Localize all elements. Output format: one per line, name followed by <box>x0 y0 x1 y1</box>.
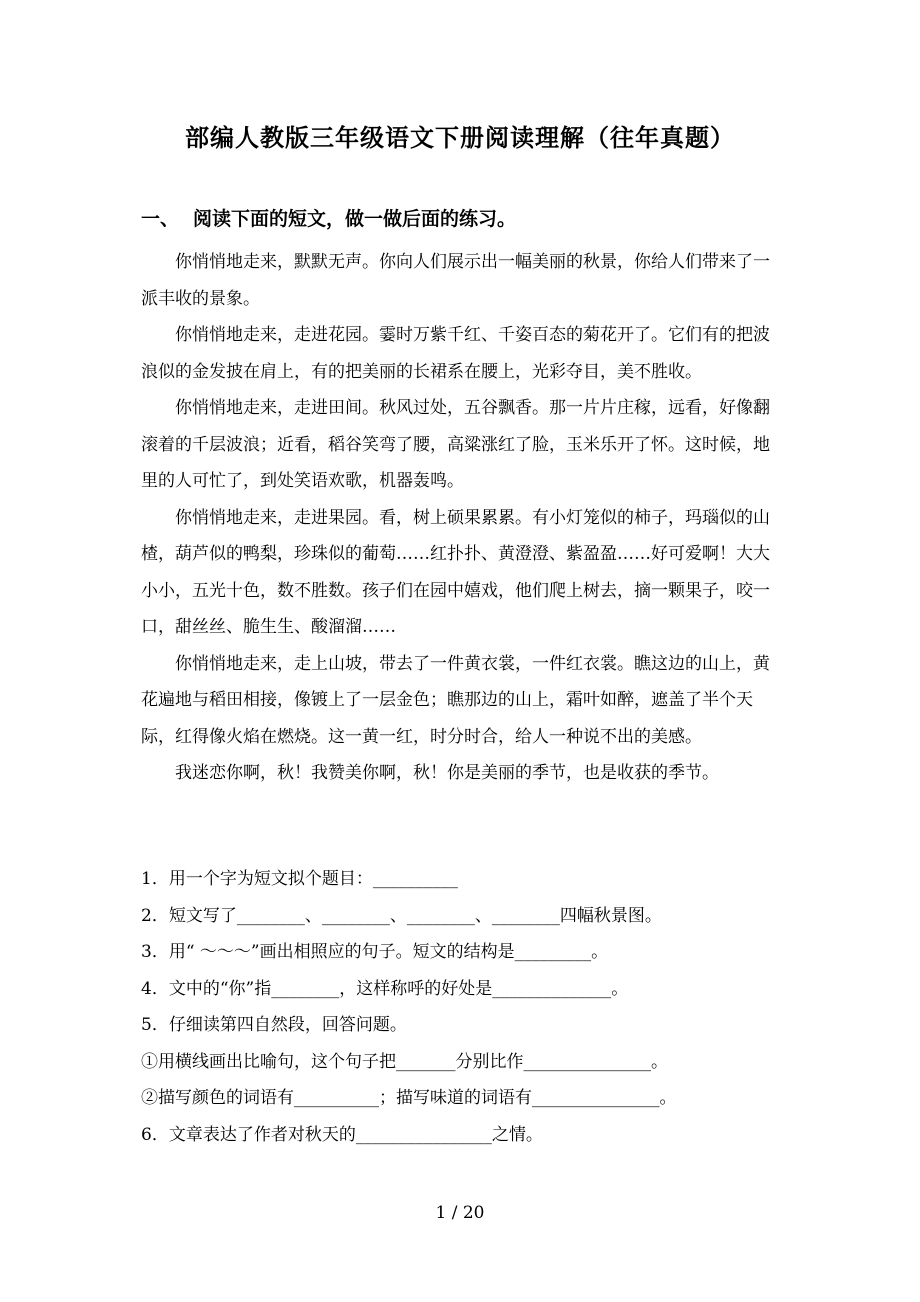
passage-paragraph: 你悄悄地走来，走进果园。看，树上硕果累累。有小灯笼似的柿子，玛瑙似的山楂，葫芦似的鸭梨，珍珠似的葡萄……红扑扑、黄澄澄、紫盈盈……好可爱啊！大大小小，五光十色，数不胜数。孩子们在园中嬉戏，他们爬上树去，摘一颗果子，咬一口，甜丝丝、脆生生、酸溜溜…… <box>141 507 770 637</box>
document-title: 部编人教版三年级语文下册阅读理解（往年真题） <box>185 123 735 152</box>
question-item: 3．用“ ～～～”画出相照应的句子。短文的结构是_________。 <box>141 942 609 962</box>
passage-paragraph: 你悄悄地走来，走进田间。秋风过处，五谷飘香。那一片片庄稼，远看，好像翻滚着的千层波浪；近看，稻谷笑弯了腰，高粱涨红了脸，玉米乐开了怀。这时候，地里的人可忙了，到处笑语欢歌，机器轰鸣。 <box>141 398 770 491</box>
passage-paragraph: 你悄悄地走来，走上山坡，带去了一件黄衣裳，一件红衣裳。瞧这边的山上，黄花遍地与稻田相接，像镀上了一层金色；瞧那边的山上，霜叶如醉，遮盖了半个天际，红得像火焰在燃烧。这一黄一红，时分时合，给人一种说不出的美感。 <box>141 653 770 747</box>
section-number: 一、 <box>141 208 180 230</box>
question-item: ②描写颜色的词语有__________；描写味道的词语有_______________。 <box>141 1088 677 1108</box>
question-item: 2．短文写了________、________、________、________四幅秋景图。 <box>141 905 662 926</box>
question-list <box>141 861 781 1153</box>
question-item: 5．仔细读第四自然段，回答问题。 <box>141 1015 407 1035</box>
section-heading <box>141 204 516 231</box>
passage-paragraph: 我迷恋你啊，秋！我赞美你啊，秋！你是美丽的季节，也是收获的季节。 <box>175 763 719 783</box>
page-number: 1 / 20 <box>435 1203 485 1223</box>
question-item: ①用横线画出比喻句，这个句子把_______分别比作_______________。 <box>141 1051 668 1072</box>
question-item: 1．用一个字为短文拟个题目：__________ <box>141 869 458 889</box>
question-item: 4．文中的“你”指________，这样称呼的好处是______________。 <box>141 978 629 999</box>
reading-passage <box>141 244 781 792</box>
section-instruction: 阅读下面的短文，做一做后面的练习。 <box>193 208 517 230</box>
passage-paragraph: 你悄悄地走来，走进花园。霎时万紫千红、千姿百态的菊花开了。它们有的把波浪似的金发披在肩上，有的把美丽的长裙系在腰上，光彩夺目，美不胜收。 <box>141 325 770 382</box>
question-item: 6．文章表达了作者对秋天的________________之情。 <box>141 1124 543 1145</box>
passage-paragraph: 你悄悄地走来，默默无声。你向人们展示出一幅美丽的秋景，你给人们带来了一派丰收的景象。 <box>141 252 770 309</box>
